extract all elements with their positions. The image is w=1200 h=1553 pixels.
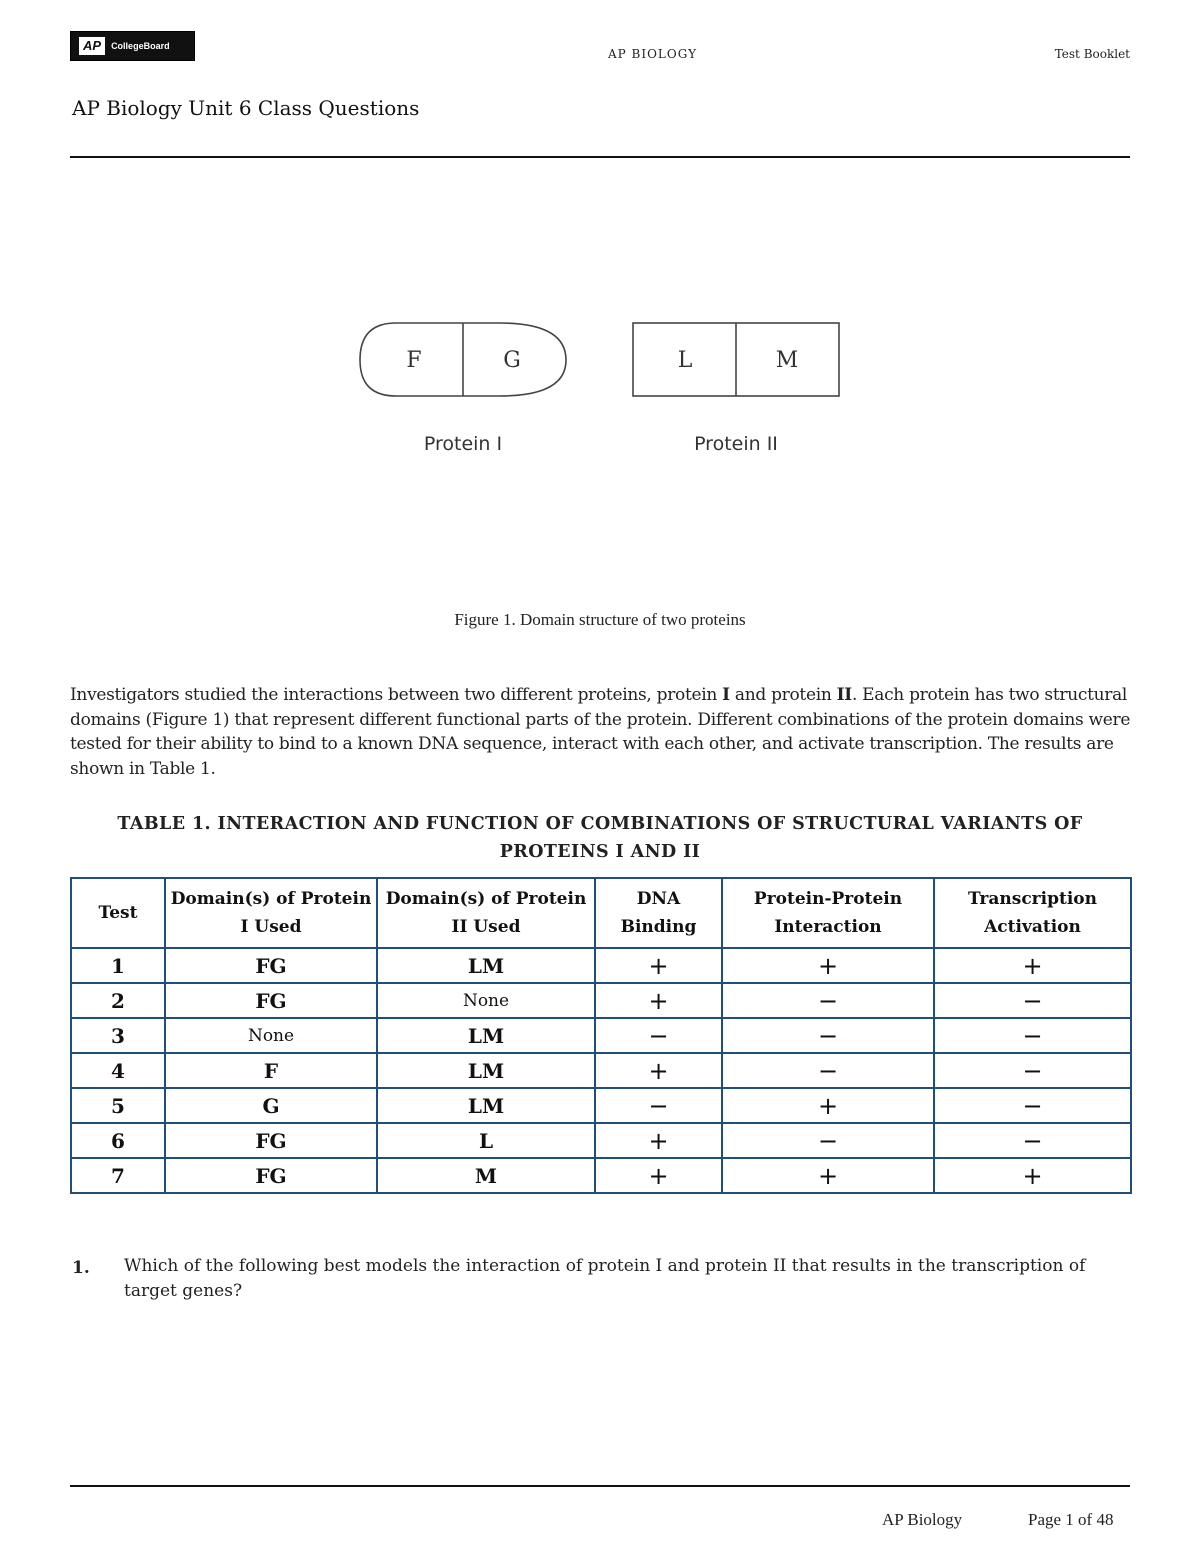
table-row [71, 1088, 1131, 1123]
cell-protein-2: LM [377, 948, 595, 983]
table-title-line-1: TABLE 1. INTERACTION AND FUNCTION OF COMBINATIONS OF STRUCTURAL VARIANTS OF [117, 814, 1083, 834]
cell-protein-2: M [377, 1158, 595, 1193]
cell-dna-binding: + [595, 1158, 722, 1193]
table-row [71, 1053, 1131, 1088]
cell-dna-binding: + [595, 983, 722, 1018]
paragraph-text-3: . Each protein has two structural domains (Figure 1) that represent different functional parts of the protein. Different combinations of the protein domains were tested for their ability to bind to a known DNA sequence, interact with each other, and activate transcription. The results are shown in Table 1. [70, 685, 1131, 779]
cell-test: 2 [71, 983, 165, 1018]
question-number: 1. [72, 1258, 90, 1278]
header-transcription-activation: Transcription Activation [934, 878, 1131, 948]
cell-activation: − [934, 1018, 1131, 1053]
header-test: Test [71, 878, 165, 948]
domain-g-label: G [503, 348, 521, 373]
cell-activation: − [934, 1088, 1131, 1123]
question-text: Which of the following best models the interaction of protein I and protein II that results in the transcription of target genes? [124, 1256, 1086, 1301]
cell-protein-1: FG [165, 948, 377, 983]
cell-activation: − [934, 1053, 1131, 1088]
cell-interaction: − [722, 1053, 934, 1088]
cell-protein-1: None [165, 1018, 377, 1053]
cell-activation: − [934, 983, 1131, 1018]
figure-caption: Figure 1. Domain structure of two proteins [454, 610, 746, 629]
ap-logo-mark: AP [79, 37, 105, 55]
table-row [71, 1158, 1131, 1193]
cell-interaction: + [722, 1158, 934, 1193]
header-protein-2-domains: Domain(s) of Protein II Used [377, 878, 595, 948]
cell-protein-1: FG [165, 1123, 377, 1158]
cell-activation: − [934, 1123, 1131, 1158]
cell-interaction: + [722, 1088, 934, 1123]
cell-protein-2: LM [377, 1088, 595, 1123]
college-board-wordmark: CollegeBoard [111, 41, 170, 51]
cell-activation: + [934, 1158, 1131, 1193]
roman-numeral-ii: II [836, 685, 852, 705]
table-header-row [71, 878, 1131, 948]
protein-2-label: Protein II [694, 433, 778, 455]
cell-dna-binding: − [595, 1088, 722, 1123]
paragraph-text-2: and protein [729, 685, 837, 705]
cell-protein-2: LM [377, 1053, 595, 1088]
cell-test: 1 [71, 948, 165, 983]
results-table [70, 877, 1132, 1194]
cell-protein-2: L [377, 1123, 595, 1158]
cell-test: 6 [71, 1123, 165, 1158]
header-dna-binding: DNA Binding [595, 878, 722, 948]
header-protein-1-domains: Domain(s) of Protein I Used [165, 878, 377, 948]
cell-protein-2: None [377, 983, 595, 1018]
cell-dna-binding: + [595, 1123, 722, 1158]
cell-dna-binding: + [595, 1053, 722, 1088]
cell-activation: + [934, 948, 1131, 983]
header-divider [70, 156, 1130, 158]
cell-protein-1: FG [165, 1158, 377, 1193]
cell-interaction: + [722, 948, 934, 983]
cell-dna-binding: − [595, 1018, 722, 1053]
cell-protein-1: FG [165, 983, 377, 1018]
cell-test: 7 [71, 1158, 165, 1193]
cell-interaction: − [722, 983, 934, 1018]
cell-test: 5 [71, 1088, 165, 1123]
roman-numeral-i: I [722, 685, 730, 705]
footer-divider [70, 1485, 1130, 1487]
domain-m-label: M [775, 348, 799, 373]
cell-interaction: − [722, 1123, 934, 1158]
intro-paragraph [70, 683, 1135, 781]
table-title [70, 810, 1130, 866]
cell-dna-binding: + [595, 948, 722, 983]
table-row [71, 1123, 1131, 1158]
cell-protein-1: F [165, 1053, 377, 1088]
domain-l-label: L [677, 348, 693, 373]
table-row [71, 1018, 1131, 1053]
table-row [71, 948, 1131, 983]
cell-protein-1: G [165, 1088, 377, 1123]
page-number: Page 1 of 48 [1028, 1510, 1114, 1529]
header-booklet-label: Test Booklet [1054, 47, 1130, 61]
cell-interaction: − [722, 1018, 934, 1053]
domain-f-label: F [406, 348, 422, 373]
paragraph-text-1: Investigators studied the interactions between two different proteins, protein [70, 685, 723, 705]
table-title-line-2: PROTEINS I AND II [499, 842, 701, 862]
domain-structure-figure [350, 315, 850, 405]
cell-test: 3 [71, 1018, 165, 1053]
header-subject: AP BIOLOGY [607, 47, 698, 61]
page-title: AP Biology Unit 6 Class Questions [72, 96, 420, 120]
cell-protein-2: LM [377, 1018, 595, 1053]
table-row [71, 983, 1131, 1018]
cell-test: 4 [71, 1053, 165, 1088]
footer-subject: AP Biology [882, 1510, 963, 1529]
protein-1-label: Protein I [423, 433, 503, 455]
header-protein-interaction: Protein-Protein Interaction [722, 878, 934, 948]
